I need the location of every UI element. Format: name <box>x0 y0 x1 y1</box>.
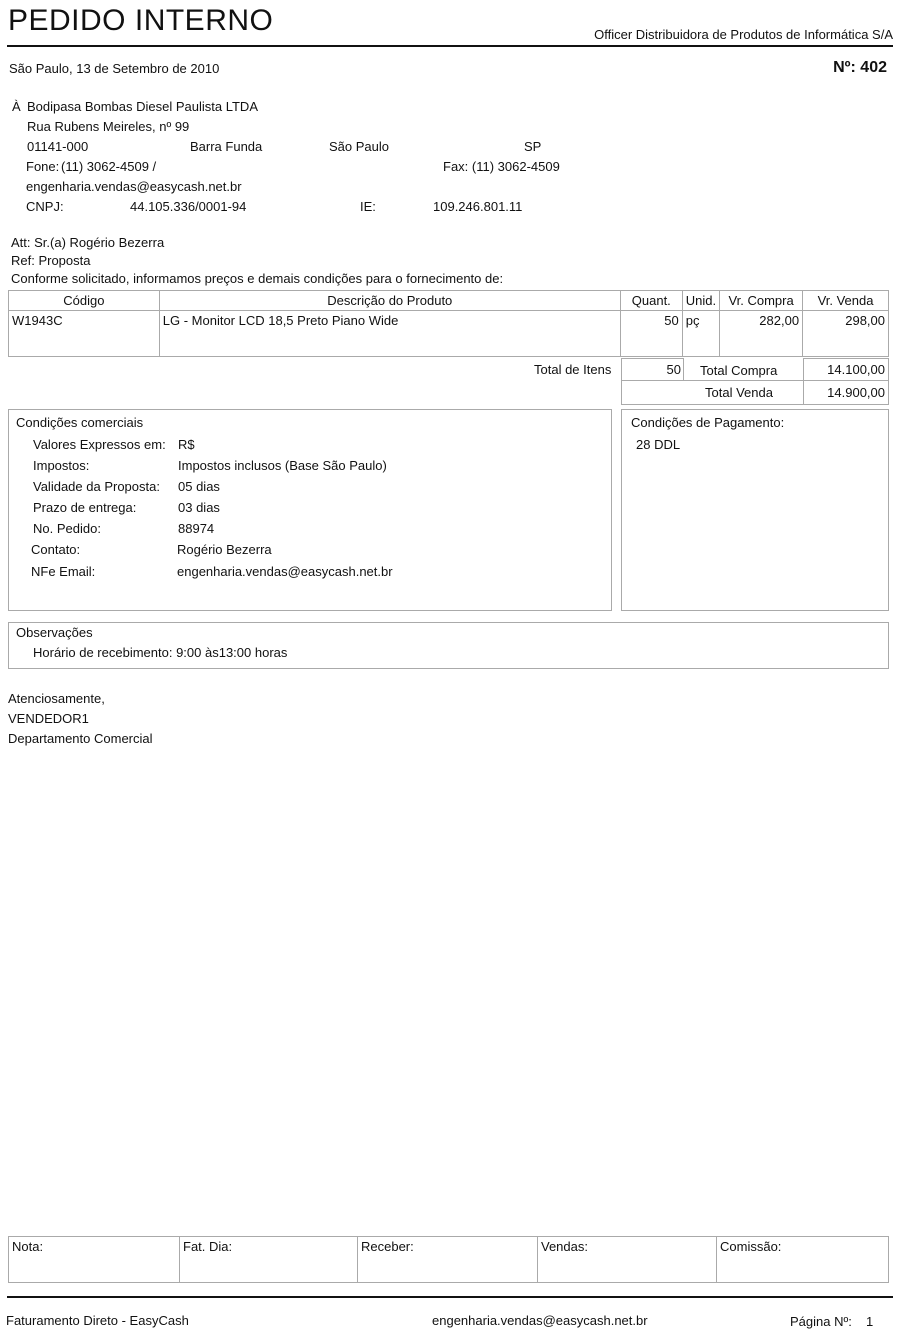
recipient-fax: Fax: (11) 3062-4509 <box>443 159 560 174</box>
cond-label-order-number: No. Pedido: <box>33 521 101 536</box>
footer-box-fat-dia <box>179 1236 358 1283</box>
cell-unit: pç <box>682 311 719 357</box>
footer-email: engenharia.vendas@easycash.net.br <box>432 1313 648 1328</box>
page-title: PEDIDO INTERNO <box>8 4 274 37</box>
signature-department: Departamento Comercial <box>8 731 153 746</box>
cond-value-validity: 05 dias <box>178 479 220 494</box>
footer-box-nota <box>8 1236 180 1283</box>
ie-value: 109.246.801.11 <box>433 199 523 214</box>
cond-value-delivery: 03 dias <box>178 500 220 515</box>
cond-value-order-number: 88974 <box>178 521 215 536</box>
cond-label-nfe-email: NFe Email: <box>31 564 96 579</box>
items-table <box>8 290 889 357</box>
footer-page-number: 1 <box>866 1314 874 1329</box>
payment-conditions-value: 28 DDL <box>636 437 681 452</box>
col-header-code: Código <box>9 291 160 311</box>
recipient-zip: 01141-000 <box>27 139 89 154</box>
cond-label-validity: Validade da Proposta: <box>33 479 160 494</box>
footer-box-comissao <box>716 1236 889 1283</box>
cell-sell-price: 298,00 <box>803 311 889 357</box>
footer-box-vendas <box>537 1236 717 1283</box>
intro-text: Conforme solicitado, informamos preços e demais condições para o fornecimento de: <box>11 271 504 286</box>
cnpj-value: 44.105.336/0001-94 <box>130 199 247 214</box>
notes-title: Observações <box>16 625 93 640</box>
col-header-sell-price: Vr. Venda <box>803 291 889 311</box>
footer-box-comissao-label: Comissão: <box>720 1239 782 1254</box>
order-number: Nº: 402 <box>833 59 887 76</box>
cell-code: W1943C <box>9 311 160 357</box>
cell-quantity: 50 <box>620 311 682 357</box>
col-header-buy-price: Vr. Compra <box>720 291 803 311</box>
reference-line: Ref: Proposta <box>11 253 91 268</box>
col-header-description: Descrição do Produto <box>159 291 620 311</box>
table-row <box>9 311 889 357</box>
cond-label-taxes: Impostos: <box>33 458 90 473</box>
recipient-district: Barra Funda <box>190 139 263 154</box>
recipient-email: engenharia.vendas@easycash.net.br <box>26 179 242 194</box>
company-name: Officer Distribuidora de Produtos de Informática S/A <box>594 27 893 42</box>
total-sell-value: 14.900,00 <box>827 385 885 400</box>
footer-divider <box>7 1296 893 1298</box>
total-sell-label: Total Venda <box>705 385 773 400</box>
cell-description: LG - Monitor LCD 18,5 Preto Piano Wide <box>159 311 620 357</box>
footer-page-label: Página Nº: <box>790 1314 852 1329</box>
col-header-quantity: Quant. <box>620 291 682 311</box>
col-header-unit: Unid. <box>682 291 719 311</box>
footer-box-fat-dia-label: Fat. Dia: <box>183 1239 233 1254</box>
recipient-state: SP <box>524 139 542 154</box>
commercial-conditions-title: Condições comerciais <box>16 415 144 430</box>
city-date: São Paulo, 13 de Setembro de 2010 <box>9 61 220 76</box>
recipient-phone: (11) 3062-4509 / <box>61 159 157 174</box>
phone-label: Fone: <box>26 159 60 174</box>
recipient-city: São Paulo <box>329 139 389 154</box>
signature-greeting: Atenciosamente, <box>8 691 105 706</box>
footer-box-receber-label: Receber: <box>361 1239 414 1254</box>
footer-box-vendas-label: Vendas: <box>541 1239 588 1254</box>
cond-value-taxes: Impostos inclusos (Base São Paulo) <box>178 458 387 473</box>
table-header-row <box>9 291 889 311</box>
cell-buy-price: 282,00 <box>720 311 803 357</box>
footer-box-receber <box>357 1236 538 1283</box>
cond-label-contact: Contato: <box>31 542 81 557</box>
recipient-prefix: À <box>12 99 21 114</box>
notes-text: Horário de recebimento: 9:00 às13:00 horas <box>33 645 288 660</box>
cond-value-contact: Rogério Bezerra <box>177 542 272 557</box>
cond-value-currency: R$ <box>178 437 195 452</box>
cond-label-currency: Valores Expressos em: <box>33 437 166 452</box>
cond-label-delivery: Prazo de entrega: <box>33 500 137 515</box>
footer-left: Faturamento Direto - EasyCash <box>6 1313 189 1328</box>
cnpj-label: CNPJ: <box>26 199 64 214</box>
total-items-value: 50 <box>666 362 681 377</box>
signature-seller: VENDEDOR1 <box>8 711 89 726</box>
attention-line: Att: Sr.(a) Rogério Bezerra <box>11 235 165 250</box>
ie-label: IE: <box>360 199 376 214</box>
recipient-street: Rua Rubens Meireles, nº 99 <box>27 119 190 134</box>
total-buy-label: Total Compra <box>700 363 778 378</box>
total-buy-value: 14.100,00 <box>827 362 885 377</box>
header-divider <box>7 45 893 47</box>
recipient-name: Bodipasa Bombas Diesel Paulista LTDA <box>27 99 258 114</box>
cond-value-nfe-email: engenharia.vendas@easycash.net.br <box>177 564 393 579</box>
payment-conditions-title: Condições de Pagamento: <box>631 415 785 430</box>
total-items-label: Total de Itens <box>534 362 612 377</box>
footer-box-nota-label: Nota: <box>12 1239 44 1254</box>
